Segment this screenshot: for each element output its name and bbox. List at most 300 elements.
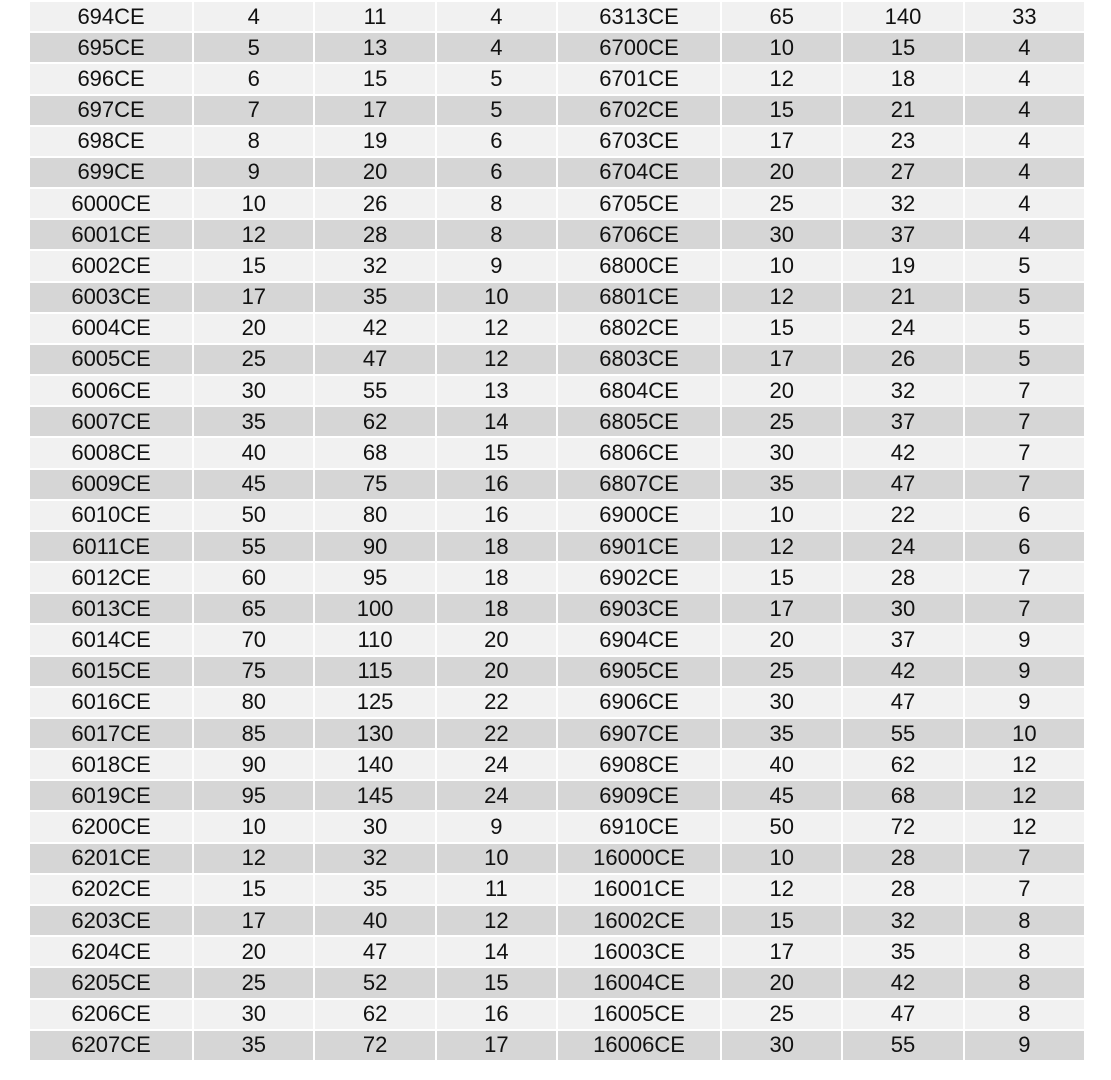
bearing-model-right-cell: 6909CE bbox=[558, 781, 720, 810]
table-row bbox=[30, 844, 1084, 873]
table-row bbox=[30, 906, 1084, 935]
inner-diameter-right-cell: 15 bbox=[722, 906, 841, 935]
outer-diameter-left-cell: 28 bbox=[315, 220, 434, 249]
table-row bbox=[30, 2, 1084, 31]
bearing-model-left-cell: 6013CE bbox=[30, 594, 192, 623]
bearing-model-right-cell: 6704CE bbox=[558, 158, 720, 187]
bearing-model-right-cell: 16006CE bbox=[558, 1031, 720, 1060]
outer-diameter-left-cell: 125 bbox=[315, 688, 434, 717]
bearing-model-left-cell: 6001CE bbox=[30, 220, 192, 249]
bearing-model-right-cell: 6910CE bbox=[558, 812, 720, 841]
bearing-model-right-cell: 6908CE bbox=[558, 750, 720, 779]
outer-diameter-left-cell: 62 bbox=[315, 1000, 434, 1029]
width-right-cell: 5 bbox=[965, 345, 1084, 374]
outer-diameter-right-cell: 62 bbox=[843, 750, 962, 779]
outer-diameter-right-cell: 28 bbox=[843, 875, 962, 904]
outer-diameter-right-cell: 21 bbox=[843, 283, 962, 312]
width-right-cell: 7 bbox=[965, 376, 1084, 405]
outer-diameter-right-cell: 32 bbox=[843, 906, 962, 935]
inner-diameter-right-cell: 25 bbox=[722, 1000, 841, 1029]
bearing-spec-sheet bbox=[28, 0, 1086, 1062]
table-row bbox=[30, 657, 1084, 686]
width-left-cell: 18 bbox=[437, 594, 556, 623]
inner-diameter-left-cell: 35 bbox=[194, 1031, 313, 1060]
bearing-model-left-cell: 6017CE bbox=[30, 719, 192, 748]
outer-diameter-left-cell: 115 bbox=[315, 657, 434, 686]
inner-diameter-left-cell: 4 bbox=[194, 2, 313, 31]
bearing-model-left-cell: 6016CE bbox=[30, 688, 192, 717]
inner-diameter-left-cell: 20 bbox=[194, 937, 313, 966]
table-row bbox=[30, 719, 1084, 748]
width-right-cell: 8 bbox=[965, 937, 1084, 966]
outer-diameter-left-cell: 75 bbox=[315, 470, 434, 499]
inner-diameter-left-cell: 30 bbox=[194, 376, 313, 405]
inner-diameter-right-cell: 17 bbox=[722, 127, 841, 156]
outer-diameter-right-cell: 72 bbox=[843, 812, 962, 841]
width-right-cell: 4 bbox=[965, 158, 1084, 187]
inner-diameter-left-cell: 35 bbox=[194, 407, 313, 436]
table-row bbox=[30, 470, 1084, 499]
width-right-cell: 7 bbox=[965, 844, 1084, 873]
inner-diameter-right-cell: 10 bbox=[722, 501, 841, 530]
width-left-cell: 24 bbox=[437, 750, 556, 779]
bearing-model-right-cell: 6705CE bbox=[558, 189, 720, 218]
bearing-model-right-cell: 6801CE bbox=[558, 283, 720, 312]
inner-diameter-left-cell: 9 bbox=[194, 158, 313, 187]
bearing-model-right-cell: 6804CE bbox=[558, 376, 720, 405]
bearing-model-right-cell: 6802CE bbox=[558, 314, 720, 343]
width-left-cell: 20 bbox=[437, 625, 556, 654]
outer-diameter-right-cell: 24 bbox=[843, 532, 962, 561]
inner-diameter-right-cell: 20 bbox=[722, 625, 841, 654]
width-right-cell: 8 bbox=[965, 906, 1084, 935]
outer-diameter-left-cell: 35 bbox=[315, 875, 434, 904]
outer-diameter-left-cell: 42 bbox=[315, 314, 434, 343]
table-row bbox=[30, 283, 1084, 312]
bearing-model-left-cell: 697CE bbox=[30, 96, 192, 125]
outer-diameter-right-cell: 28 bbox=[843, 844, 962, 873]
inner-diameter-left-cell: 10 bbox=[194, 812, 313, 841]
bearing-model-left-cell: 694CE bbox=[30, 2, 192, 31]
bearing-model-right-cell: 6901CE bbox=[558, 532, 720, 561]
inner-diameter-left-cell: 17 bbox=[194, 906, 313, 935]
bearing-model-left-cell: 6202CE bbox=[30, 875, 192, 904]
outer-diameter-right-cell: 47 bbox=[843, 1000, 962, 1029]
inner-diameter-left-cell: 60 bbox=[194, 563, 313, 592]
bearing-model-left-cell: 6205CE bbox=[30, 968, 192, 997]
width-right-cell: 7 bbox=[965, 438, 1084, 467]
bearing-model-right-cell: 6703CE bbox=[558, 127, 720, 156]
outer-diameter-left-cell: 68 bbox=[315, 438, 434, 467]
bearing-model-right-cell: 6803CE bbox=[558, 345, 720, 374]
width-left-cell: 9 bbox=[437, 812, 556, 841]
width-right-cell: 8 bbox=[965, 1000, 1084, 1029]
outer-diameter-left-cell: 80 bbox=[315, 501, 434, 530]
bearing-model-right-cell: 6806CE bbox=[558, 438, 720, 467]
outer-diameter-right-cell: 19 bbox=[843, 251, 962, 280]
outer-diameter-left-cell: 15 bbox=[315, 64, 434, 93]
inner-diameter-right-cell: 30 bbox=[722, 220, 841, 249]
inner-diameter-right-cell: 30 bbox=[722, 1031, 841, 1060]
outer-diameter-left-cell: 100 bbox=[315, 594, 434, 623]
bearing-model-left-cell: 6207CE bbox=[30, 1031, 192, 1060]
inner-diameter-left-cell: 65 bbox=[194, 594, 313, 623]
outer-diameter-right-cell: 47 bbox=[843, 688, 962, 717]
width-left-cell: 8 bbox=[437, 189, 556, 218]
outer-diameter-right-cell: 47 bbox=[843, 470, 962, 499]
inner-diameter-left-cell: 70 bbox=[194, 625, 313, 654]
table-row bbox=[30, 158, 1084, 187]
inner-diameter-left-cell: 55 bbox=[194, 532, 313, 561]
bearing-model-left-cell: 6203CE bbox=[30, 906, 192, 935]
width-right-cell: 12 bbox=[965, 750, 1084, 779]
inner-diameter-left-cell: 15 bbox=[194, 251, 313, 280]
inner-diameter-right-cell: 15 bbox=[722, 314, 841, 343]
outer-diameter-left-cell: 72 bbox=[315, 1031, 434, 1060]
inner-diameter-left-cell: 7 bbox=[194, 96, 313, 125]
bearing-model-left-cell: 695CE bbox=[30, 33, 192, 62]
inner-diameter-left-cell: 10 bbox=[194, 189, 313, 218]
width-right-cell: 5 bbox=[965, 283, 1084, 312]
outer-diameter-left-cell: 20 bbox=[315, 158, 434, 187]
inner-diameter-left-cell: 15 bbox=[194, 875, 313, 904]
table-row bbox=[30, 189, 1084, 218]
outer-diameter-right-cell: 42 bbox=[843, 657, 962, 686]
table-row bbox=[30, 875, 1084, 904]
width-left-cell: 15 bbox=[437, 438, 556, 467]
bearing-model-left-cell: 6010CE bbox=[30, 501, 192, 530]
inner-diameter-right-cell: 20 bbox=[722, 968, 841, 997]
inner-diameter-left-cell: 75 bbox=[194, 657, 313, 686]
inner-diameter-left-cell: 30 bbox=[194, 1000, 313, 1029]
outer-diameter-right-cell: 27 bbox=[843, 158, 962, 187]
inner-diameter-left-cell: 50 bbox=[194, 501, 313, 530]
inner-diameter-left-cell: 12 bbox=[194, 844, 313, 873]
bearing-model-left-cell: 6204CE bbox=[30, 937, 192, 966]
bearing-model-left-cell: 6000CE bbox=[30, 189, 192, 218]
bearing-model-left-cell: 699CE bbox=[30, 158, 192, 187]
outer-diameter-right-cell: 24 bbox=[843, 314, 962, 343]
bearing-model-right-cell: 6905CE bbox=[558, 657, 720, 686]
inner-diameter-right-cell: 15 bbox=[722, 96, 841, 125]
bearing-model-right-cell: 16000CE bbox=[558, 844, 720, 873]
width-left-cell: 4 bbox=[437, 2, 556, 31]
outer-diameter-right-cell: 32 bbox=[843, 189, 962, 218]
outer-diameter-left-cell: 19 bbox=[315, 127, 434, 156]
table-row bbox=[30, 625, 1084, 654]
bearing-model-left-cell: 6201CE bbox=[30, 844, 192, 873]
width-right-cell: 12 bbox=[965, 781, 1084, 810]
outer-diameter-right-cell: 35 bbox=[843, 937, 962, 966]
outer-diameter-right-cell: 18 bbox=[843, 64, 962, 93]
bearing-model-left-cell: 6008CE bbox=[30, 438, 192, 467]
table-row bbox=[30, 251, 1084, 280]
inner-diameter-left-cell: 40 bbox=[194, 438, 313, 467]
outer-diameter-left-cell: 145 bbox=[315, 781, 434, 810]
width-left-cell: 18 bbox=[437, 563, 556, 592]
width-left-cell: 16 bbox=[437, 470, 556, 499]
bearing-model-right-cell: 6706CE bbox=[558, 220, 720, 249]
table-row bbox=[30, 220, 1084, 249]
inner-diameter-right-cell: 10 bbox=[722, 33, 841, 62]
outer-diameter-right-cell: 22 bbox=[843, 501, 962, 530]
width-right-cell: 7 bbox=[965, 875, 1084, 904]
bearing-model-left-cell: 698CE bbox=[30, 127, 192, 156]
bearing-model-left-cell: 6005CE bbox=[30, 345, 192, 374]
width-right-cell: 9 bbox=[965, 1031, 1084, 1060]
width-right-cell: 7 bbox=[965, 594, 1084, 623]
bearing-model-left-cell: 6002CE bbox=[30, 251, 192, 280]
outer-diameter-right-cell: 21 bbox=[843, 96, 962, 125]
width-left-cell: 5 bbox=[437, 96, 556, 125]
table-row bbox=[30, 438, 1084, 467]
outer-diameter-left-cell: 32 bbox=[315, 844, 434, 873]
outer-diameter-right-cell: 140 bbox=[843, 2, 962, 31]
bearing-model-right-cell: 6904CE bbox=[558, 625, 720, 654]
outer-diameter-right-cell: 42 bbox=[843, 438, 962, 467]
bearing-model-right-cell: 6313CE bbox=[558, 2, 720, 31]
bearing-model-left-cell: 6014CE bbox=[30, 625, 192, 654]
outer-diameter-left-cell: 13 bbox=[315, 33, 434, 62]
width-right-cell: 4 bbox=[965, 64, 1084, 93]
bearing-model-left-cell: 6015CE bbox=[30, 657, 192, 686]
bearing-model-right-cell: 6903CE bbox=[558, 594, 720, 623]
width-right-cell: 6 bbox=[965, 501, 1084, 530]
outer-diameter-left-cell: 110 bbox=[315, 625, 434, 654]
inner-diameter-right-cell: 50 bbox=[722, 812, 841, 841]
width-left-cell: 12 bbox=[437, 314, 556, 343]
width-left-cell: 16 bbox=[437, 501, 556, 530]
outer-diameter-right-cell: 37 bbox=[843, 220, 962, 249]
bearing-model-right-cell: 16003CE bbox=[558, 937, 720, 966]
outer-diameter-left-cell: 30 bbox=[315, 812, 434, 841]
width-left-cell: 14 bbox=[437, 407, 556, 436]
inner-diameter-left-cell: 95 bbox=[194, 781, 313, 810]
inner-diameter-right-cell: 65 bbox=[722, 2, 841, 31]
bearing-model-right-cell: 6805CE bbox=[558, 407, 720, 436]
bearing-model-right-cell: 6701CE bbox=[558, 64, 720, 93]
inner-diameter-left-cell: 8 bbox=[194, 127, 313, 156]
inner-diameter-left-cell: 25 bbox=[194, 345, 313, 374]
inner-diameter-right-cell: 10 bbox=[722, 844, 841, 873]
table-row bbox=[30, 532, 1084, 561]
width-left-cell: 6 bbox=[437, 127, 556, 156]
inner-diameter-right-cell: 17 bbox=[722, 345, 841, 374]
outer-diameter-right-cell: 37 bbox=[843, 625, 962, 654]
outer-diameter-left-cell: 47 bbox=[315, 345, 434, 374]
outer-diameter-left-cell: 26 bbox=[315, 189, 434, 218]
width-right-cell: 4 bbox=[965, 220, 1084, 249]
inner-diameter-right-cell: 17 bbox=[722, 937, 841, 966]
table-row bbox=[30, 127, 1084, 156]
outer-diameter-right-cell: 68 bbox=[843, 781, 962, 810]
table-row bbox=[30, 1000, 1084, 1029]
inner-diameter-right-cell: 40 bbox=[722, 750, 841, 779]
width-left-cell: 20 bbox=[437, 657, 556, 686]
width-left-cell: 22 bbox=[437, 719, 556, 748]
table-row bbox=[30, 968, 1084, 997]
inner-diameter-left-cell: 25 bbox=[194, 968, 313, 997]
table-row bbox=[30, 937, 1084, 966]
inner-diameter-right-cell: 12 bbox=[722, 875, 841, 904]
inner-diameter-left-cell: 17 bbox=[194, 283, 313, 312]
width-right-cell: 12 bbox=[965, 812, 1084, 841]
width-right-cell: 4 bbox=[965, 96, 1084, 125]
inner-diameter-right-cell: 45 bbox=[722, 781, 841, 810]
width-left-cell: 10 bbox=[437, 844, 556, 873]
outer-diameter-right-cell: 32 bbox=[843, 376, 962, 405]
table-row bbox=[30, 1031, 1084, 1060]
inner-diameter-left-cell: 12 bbox=[194, 220, 313, 249]
width-right-cell: 9 bbox=[965, 657, 1084, 686]
inner-diameter-right-cell: 25 bbox=[722, 407, 841, 436]
inner-diameter-right-cell: 17 bbox=[722, 594, 841, 623]
outer-diameter-left-cell: 90 bbox=[315, 532, 434, 561]
width-right-cell: 10 bbox=[965, 719, 1084, 748]
width-right-cell: 4 bbox=[965, 127, 1084, 156]
width-right-cell: 5 bbox=[965, 314, 1084, 343]
bearing-model-left-cell: 6018CE bbox=[30, 750, 192, 779]
inner-diameter-right-cell: 30 bbox=[722, 688, 841, 717]
outer-diameter-left-cell: 62 bbox=[315, 407, 434, 436]
inner-diameter-right-cell: 15 bbox=[722, 563, 841, 592]
width-left-cell: 5 bbox=[437, 64, 556, 93]
bearing-model-right-cell: 6800CE bbox=[558, 251, 720, 280]
inner-diameter-right-cell: 30 bbox=[722, 438, 841, 467]
width-right-cell: 8 bbox=[965, 968, 1084, 997]
bearing-model-left-cell: 6011CE bbox=[30, 532, 192, 561]
width-right-cell: 6 bbox=[965, 532, 1084, 561]
inner-diameter-right-cell: 35 bbox=[722, 470, 841, 499]
outer-diameter-left-cell: 32 bbox=[315, 251, 434, 280]
outer-diameter-right-cell: 23 bbox=[843, 127, 962, 156]
bearing-model-right-cell: 6907CE bbox=[558, 719, 720, 748]
outer-diameter-left-cell: 55 bbox=[315, 376, 434, 405]
inner-diameter-right-cell: 10 bbox=[722, 251, 841, 280]
width-left-cell: 22 bbox=[437, 688, 556, 717]
bearing-model-right-cell: 16005CE bbox=[558, 1000, 720, 1029]
width-right-cell: 4 bbox=[965, 33, 1084, 62]
bearing-model-right-cell: 6906CE bbox=[558, 688, 720, 717]
width-left-cell: 8 bbox=[437, 220, 556, 249]
table-body bbox=[30, 2, 1084, 1060]
bearing-size-table bbox=[28, 0, 1086, 1062]
width-right-cell: 33 bbox=[965, 2, 1084, 31]
table-row bbox=[30, 345, 1084, 374]
table-row bbox=[30, 314, 1084, 343]
inner-diameter-left-cell: 6 bbox=[194, 64, 313, 93]
width-left-cell: 11 bbox=[437, 875, 556, 904]
width-left-cell: 15 bbox=[437, 968, 556, 997]
width-right-cell: 5 bbox=[965, 251, 1084, 280]
table-row bbox=[30, 781, 1084, 810]
bearing-model-right-cell: 6902CE bbox=[558, 563, 720, 592]
inner-diameter-left-cell: 85 bbox=[194, 719, 313, 748]
inner-diameter-right-cell: 35 bbox=[722, 719, 841, 748]
width-left-cell: 4 bbox=[437, 33, 556, 62]
table-row bbox=[30, 407, 1084, 436]
inner-diameter-left-cell: 80 bbox=[194, 688, 313, 717]
bearing-model-left-cell: 696CE bbox=[30, 64, 192, 93]
inner-diameter-right-cell: 20 bbox=[722, 158, 841, 187]
bearing-model-right-cell: 6702CE bbox=[558, 96, 720, 125]
inner-diameter-right-cell: 25 bbox=[722, 189, 841, 218]
width-right-cell: 9 bbox=[965, 625, 1084, 654]
bearing-model-right-cell: 16004CE bbox=[558, 968, 720, 997]
inner-diameter-right-cell: 25 bbox=[722, 657, 841, 686]
width-left-cell: 13 bbox=[437, 376, 556, 405]
width-left-cell: 6 bbox=[437, 158, 556, 187]
width-right-cell: 7 bbox=[965, 470, 1084, 499]
outer-diameter-right-cell: 26 bbox=[843, 345, 962, 374]
width-left-cell: 24 bbox=[437, 781, 556, 810]
outer-diameter-left-cell: 95 bbox=[315, 563, 434, 592]
outer-diameter-left-cell: 11 bbox=[315, 2, 434, 31]
table-row bbox=[30, 96, 1084, 125]
table-row bbox=[30, 563, 1084, 592]
width-left-cell: 10 bbox=[437, 283, 556, 312]
width-left-cell: 17 bbox=[437, 1031, 556, 1060]
bearing-model-left-cell: 6200CE bbox=[30, 812, 192, 841]
outer-diameter-left-cell: 52 bbox=[315, 968, 434, 997]
width-right-cell: 9 bbox=[965, 688, 1084, 717]
inner-diameter-right-cell: 20 bbox=[722, 376, 841, 405]
table-row bbox=[30, 750, 1084, 779]
outer-diameter-right-cell: 55 bbox=[843, 1031, 962, 1060]
outer-diameter-left-cell: 40 bbox=[315, 906, 434, 935]
width-right-cell: 7 bbox=[965, 563, 1084, 592]
width-left-cell: 16 bbox=[437, 1000, 556, 1029]
bearing-model-right-cell: 6700CE bbox=[558, 33, 720, 62]
bearing-model-left-cell: 6004CE bbox=[30, 314, 192, 343]
width-left-cell: 12 bbox=[437, 345, 556, 374]
inner-diameter-left-cell: 45 bbox=[194, 470, 313, 499]
bearing-model-left-cell: 6019CE bbox=[30, 781, 192, 810]
bearing-model-left-cell: 6009CE bbox=[30, 470, 192, 499]
table-row bbox=[30, 33, 1084, 62]
table-row bbox=[30, 376, 1084, 405]
outer-diameter-left-cell: 130 bbox=[315, 719, 434, 748]
outer-diameter-right-cell: 42 bbox=[843, 968, 962, 997]
bearing-model-right-cell: 6807CE bbox=[558, 470, 720, 499]
bearing-model-left-cell: 6006CE bbox=[30, 376, 192, 405]
table-row bbox=[30, 812, 1084, 841]
outer-diameter-left-cell: 35 bbox=[315, 283, 434, 312]
outer-diameter-right-cell: 37 bbox=[843, 407, 962, 436]
outer-diameter-right-cell: 55 bbox=[843, 719, 962, 748]
inner-diameter-right-cell: 12 bbox=[722, 532, 841, 561]
table-row bbox=[30, 64, 1084, 93]
bearing-model-right-cell: 6900CE bbox=[558, 501, 720, 530]
outer-diameter-left-cell: 17 bbox=[315, 96, 434, 125]
table-row bbox=[30, 688, 1084, 717]
inner-diameter-right-cell: 12 bbox=[722, 64, 841, 93]
inner-diameter-left-cell: 20 bbox=[194, 314, 313, 343]
bearing-model-left-cell: 6007CE bbox=[30, 407, 192, 436]
width-left-cell: 18 bbox=[437, 532, 556, 561]
inner-diameter-right-cell: 12 bbox=[722, 283, 841, 312]
inner-diameter-left-cell: 90 bbox=[194, 750, 313, 779]
width-left-cell: 14 bbox=[437, 937, 556, 966]
outer-diameter-left-cell: 47 bbox=[315, 937, 434, 966]
bearing-model-left-cell: 6206CE bbox=[30, 1000, 192, 1029]
bearing-model-right-cell: 16002CE bbox=[558, 906, 720, 935]
bearing-model-right-cell: 16001CE bbox=[558, 875, 720, 904]
outer-diameter-right-cell: 15 bbox=[843, 33, 962, 62]
width-right-cell: 4 bbox=[965, 189, 1084, 218]
bearing-model-left-cell: 6003CE bbox=[30, 283, 192, 312]
outer-diameter-left-cell: 140 bbox=[315, 750, 434, 779]
